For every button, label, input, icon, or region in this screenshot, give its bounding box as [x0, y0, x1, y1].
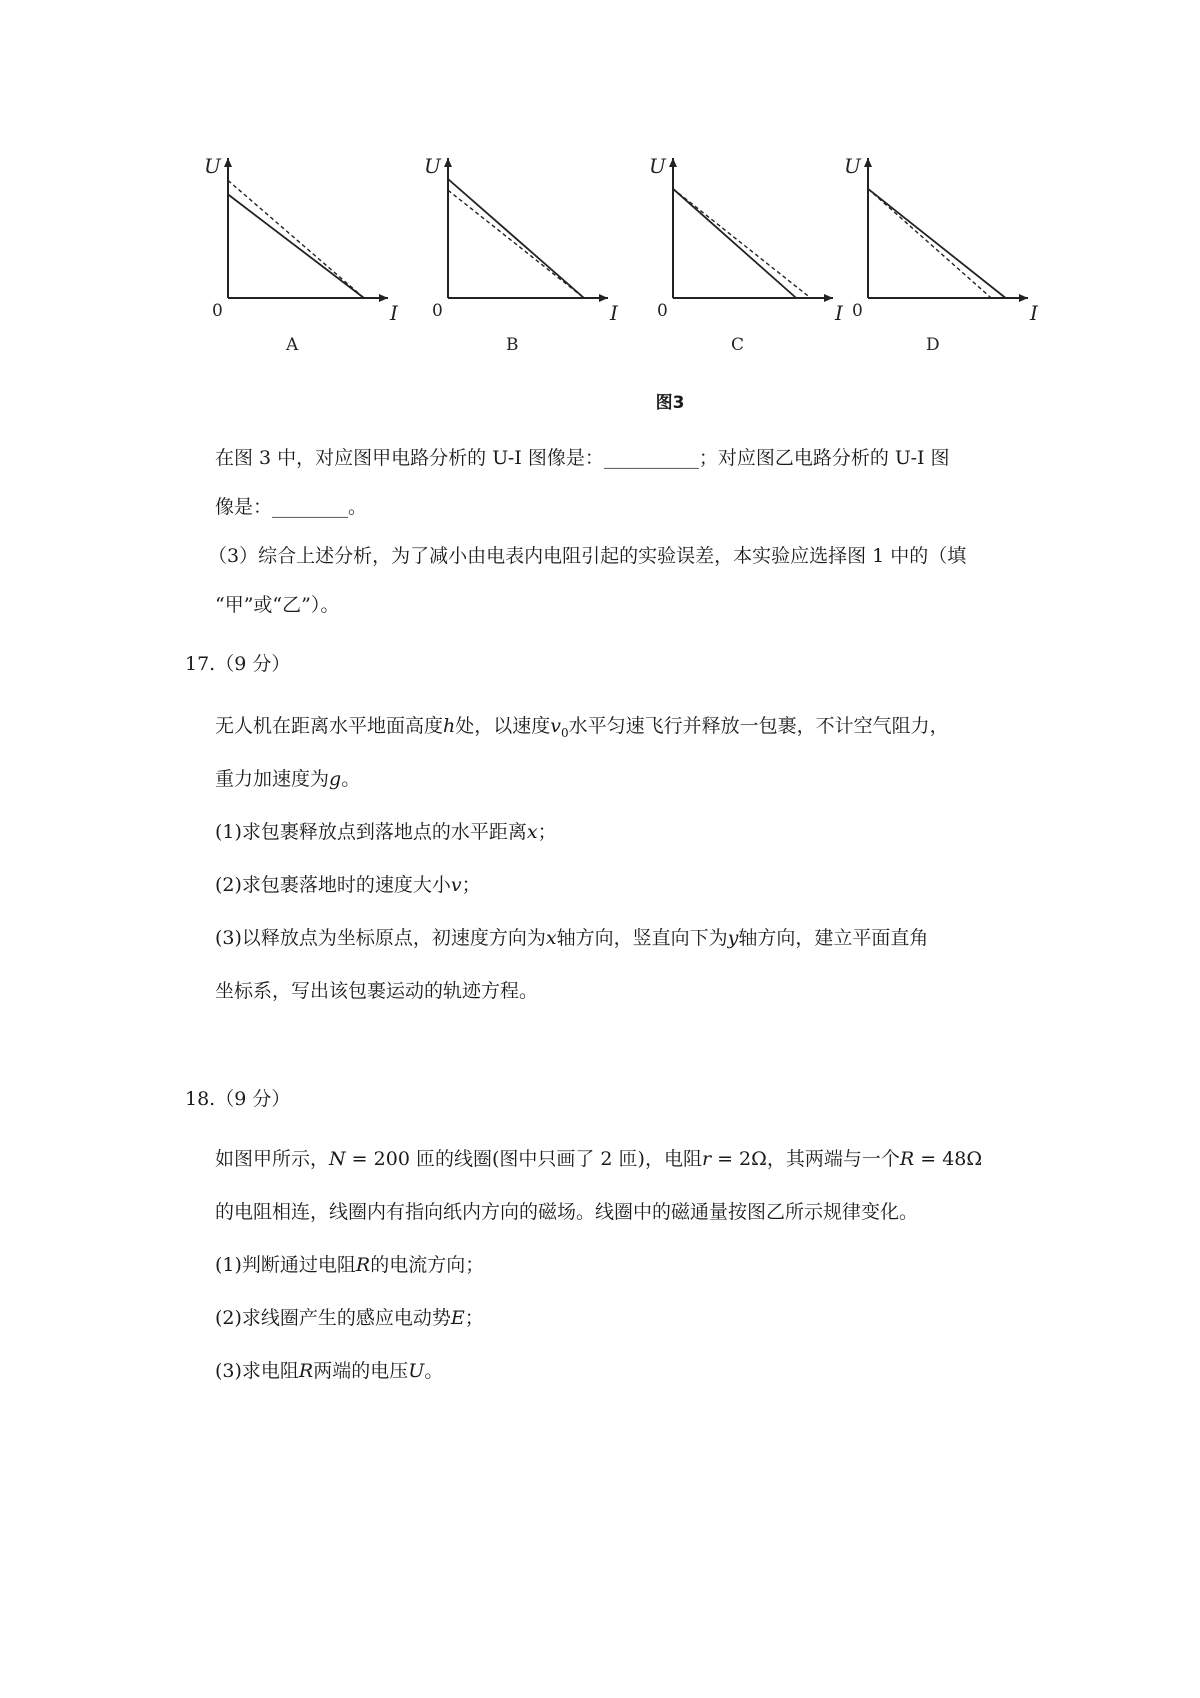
q16-part3-line2: “甲”或“乙”）。 [215, 594, 340, 616]
graph-label: D [926, 335, 940, 355]
i-axis-arrow [1019, 294, 1028, 302]
text: = 48Ω [914, 1148, 983, 1170]
q18-stem-line1 [215, 1145, 982, 1173]
text: (2)求线圈产生的感应电动势 [215, 1307, 451, 1329]
var-h: h [443, 715, 456, 737]
u-axis-label: U [844, 154, 861, 178]
origin-label: 0 [657, 301, 668, 321]
text: 的电流方向； [370, 1254, 485, 1276]
q18-part2 [215, 1304, 484, 1332]
dashed-line [448, 190, 584, 298]
origin-label: 0 [432, 301, 443, 321]
i-axis-arrow [824, 294, 833, 302]
var-E: E [450, 1307, 465, 1329]
solid-line [673, 189, 796, 298]
q16-part3-line1: （3）综合上述分析，为了减小由电表内电阻引起的实验误差，本实验应选择图 1 中的（填 [208, 545, 967, 567]
var-r: r [701, 1148, 712, 1170]
text: 处，以速度 [455, 715, 551, 737]
solid-line [868, 189, 1006, 298]
q16-line2: 像是：________。 [215, 496, 368, 518]
u-axis-label: U [204, 154, 221, 178]
var-v: v [450, 874, 462, 896]
text: 重力加速度为 [215, 768, 330, 790]
text: (2)求包裹落地时的速度大小 [215, 874, 451, 896]
var-y: y [727, 927, 739, 949]
solid-line [448, 179, 584, 298]
text: ； [461, 874, 481, 896]
var-R: R [899, 1148, 915, 1170]
u-axis-label: U [424, 154, 441, 178]
text: (3)以释放点为坐标原点，初速度方向为 [215, 927, 546, 949]
var-x: x [526, 821, 538, 843]
u-axis-arrow [444, 158, 452, 167]
i-axis-arrow [379, 294, 388, 302]
text: (1)判断通过电阻 [215, 1254, 356, 1276]
i-axis-arrow [599, 294, 608, 302]
text: 。 [424, 1360, 444, 1382]
ui-graph-d [840, 150, 1070, 400]
q18-number: 18.（9 分） [185, 1088, 291, 1110]
var-x: x [545, 927, 557, 949]
graph-label: A [286, 335, 299, 355]
q18-part3 [215, 1357, 443, 1385]
text: = 200 匝的线圈(图中只画了 2 匝)，电阻 [345, 1148, 702, 1170]
var-N: N [329, 1148, 346, 1170]
dashed-line [673, 189, 811, 298]
var-g: g [329, 768, 342, 790]
ui-graph-b [420, 150, 650, 400]
text: (1)求包裹释放点到落地点的水平距离 [215, 821, 527, 843]
i-axis-label: I [1030, 301, 1038, 325]
u-axis-arrow [669, 158, 677, 167]
ui-graph-a [200, 150, 430, 400]
text: 轴方向，竖直向下为 [556, 927, 728, 949]
i-axis-label: I [835, 301, 843, 325]
i-axis-label: I [610, 301, 618, 325]
text: 两端的电压 [313, 1360, 409, 1382]
subscript-0: 0 [561, 725, 569, 740]
q17-stem-line2 [215, 765, 360, 793]
dashed-line [228, 180, 364, 298]
i-axis-label: I [390, 301, 398, 325]
origin-label: 0 [212, 301, 223, 321]
var-U: U [408, 1360, 425, 1382]
dashed-line [868, 189, 991, 298]
graph-svg [200, 150, 430, 400]
graph-label: B [506, 335, 519, 355]
text: ； [537, 821, 557, 843]
origin-label: 0 [852, 301, 863, 321]
text: 如图甲所示， [215, 1148, 330, 1170]
solid-line [228, 194, 364, 298]
var-v: v [550, 715, 562, 737]
q16-line1: 在图 3 中，对应图甲电路分析的 U-I 图像是：__________；对应图乙电路分析的 U-I 图 [215, 447, 950, 469]
var-R: R [298, 1360, 314, 1382]
text: 无人机在距离水平地面高度 [215, 715, 444, 737]
q17-number: 17.（9 分） [185, 653, 291, 675]
q17-part3-line2: 坐标系，写出该包裹运动的轨迹方程。 [215, 980, 539, 1002]
q17-stem-line1 [215, 712, 949, 747]
text: (3)求电阻 [215, 1360, 299, 1382]
text: = 2Ω，其两端与一个 [711, 1148, 900, 1170]
graph-svg [420, 150, 650, 400]
u-axis-label: U [649, 154, 666, 178]
text: ； [464, 1307, 484, 1329]
text: 轴方向，建立平面直角 [738, 927, 929, 949]
var-R: R [355, 1254, 371, 1276]
u-axis-arrow [224, 158, 232, 167]
u-axis-arrow [864, 158, 872, 167]
figure-caption: 图3 [655, 393, 685, 413]
q17-part3-line1 [215, 924, 928, 952]
text: 。 [341, 768, 361, 790]
q17-part1 [215, 818, 557, 846]
q17-part2 [215, 871, 481, 899]
text: 水平匀速飞行并释放一包裹，不计空气阻力， [568, 715, 949, 737]
q18-stem-line2: 的电阻相连，线圈内有指向纸内方向的磁场。线圈中的磁通量按图乙所示规律变化。 [215, 1201, 919, 1223]
graph-label: C [731, 335, 745, 355]
graph-svg [840, 150, 1070, 400]
q18-part1 [215, 1251, 484, 1279]
